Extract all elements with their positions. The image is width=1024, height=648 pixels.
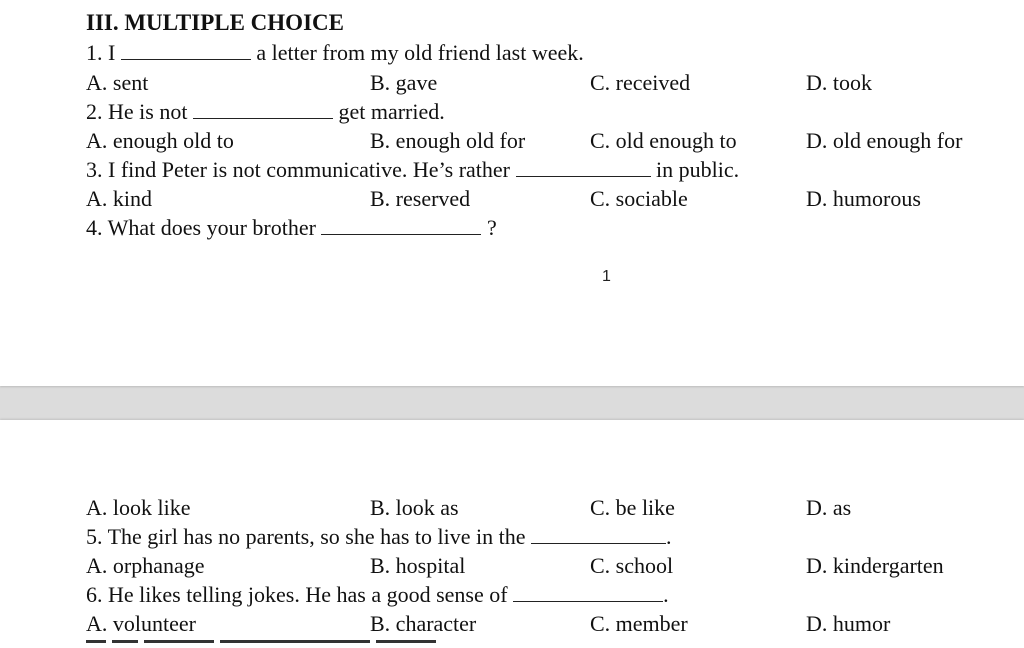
answer-blank (321, 216, 481, 235)
option-c: C. be like (590, 495, 675, 520)
option-b: B. look as (370, 495, 459, 520)
option-b: B. reserved (370, 186, 471, 211)
question-text: 2. He is not (86, 99, 188, 124)
section-title: III. MULTIPLE CHOICE (86, 10, 344, 35)
clipped-next-line (86, 640, 866, 648)
question-3 (86, 157, 739, 183)
answer-blank (121, 41, 251, 60)
option-d: D. humorous (806, 186, 921, 211)
option-c: C. sociable (590, 186, 688, 211)
option-c: C. member (590, 611, 688, 636)
question-5 (86, 524, 672, 550)
option-b: B. enough old for (370, 128, 526, 153)
answer-blank (513, 583, 663, 602)
option-c: C. received (590, 70, 691, 95)
question-text: . (666, 524, 672, 549)
question-text: get married. (338, 99, 445, 124)
option-a: A. kind (86, 186, 152, 211)
question-1 (86, 40, 584, 66)
option-d: D. old enough for (806, 128, 963, 153)
page-number: 1 (602, 268, 611, 285)
question-text: ? (486, 215, 497, 240)
question-text: 6. He likes telling jokes. He has a good sense of (86, 582, 508, 607)
question-text: 4. What does your brother (86, 215, 316, 240)
question-text: a letter from my old friend last week. (256, 40, 584, 65)
option-a: A. enough old to (86, 128, 234, 153)
option-d: D. kindergarten (806, 553, 944, 578)
option-a: A. volunteer (86, 611, 196, 636)
option-d: D. humor (806, 611, 891, 636)
option-b: B. character (370, 611, 477, 636)
question-2 (86, 99, 445, 125)
option-d: D. as (806, 495, 852, 520)
option-a: A. orphanage (86, 553, 205, 578)
option-a: A. sent (86, 70, 149, 95)
question-text: in public. (656, 157, 740, 182)
question-text: 5. The girl has no parents, so she has to live in the (86, 524, 526, 549)
option-c: C. school (590, 553, 674, 578)
option-a: A. look like (86, 495, 191, 520)
question-text: 3. I find Peter is not communicative. He’s rather (86, 157, 510, 182)
question-6 (86, 582, 669, 608)
question-text: . (663, 582, 669, 607)
question-text: 1. I (86, 40, 116, 65)
answer-blank (193, 100, 333, 119)
question-4 (86, 215, 497, 241)
option-c: C. old enough to (590, 128, 737, 153)
option-b: B. hospital (370, 553, 466, 578)
answer-blank (531, 525, 666, 544)
option-d: D. took (806, 70, 872, 95)
option-b: B. gave (370, 70, 438, 95)
answer-blank (516, 158, 651, 177)
